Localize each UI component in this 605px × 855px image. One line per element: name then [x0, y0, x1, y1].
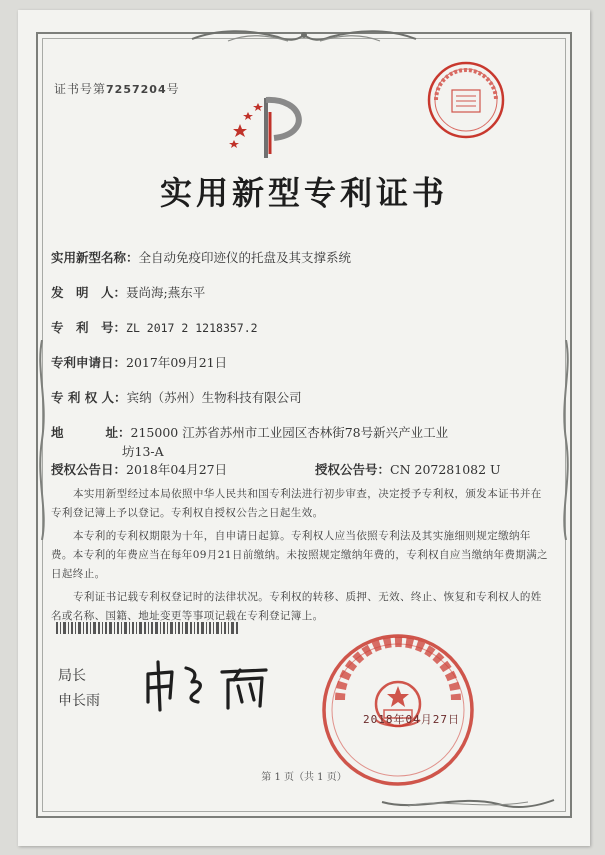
inventor-row — [51, 283, 205, 301]
application-date-value: 2017年09月21日 — [126, 355, 228, 370]
utility-model-name-row — [51, 248, 351, 266]
patent-office-logo-icon — [224, 90, 316, 162]
certificate-number-value: 7257204 — [106, 83, 167, 96]
patentee-label: 专 利 权 人： — [51, 390, 127, 405]
patent-number-label: 专 利 号： — [51, 320, 127, 335]
utility-model-name-label: 实用新型名称： — [51, 250, 139, 265]
application-date-row — [51, 353, 227, 371]
grant-date-row — [51, 460, 227, 478]
address-value-line2: 坊13-A — [122, 444, 164, 459]
national-emblem-seal-icon — [318, 630, 478, 790]
seal-date-stamp: 2018年04月27日 — [363, 713, 460, 726]
address-label-2: 址： — [105, 425, 131, 440]
grant-number-value: CN 207281082 U — [390, 462, 501, 477]
utility-model-name-value: 全自动免疫印迹仪的托盘及其支撑系统 — [138, 250, 352, 265]
grant-date-label: 授权公告日： — [51, 462, 127, 477]
certificate-title: 实用新型专利证书 — [159, 174, 448, 212]
address-label-1: 地 — [51, 425, 64, 440]
certificate-sheet — [18, 10, 590, 846]
inventor-value: 聂尚海;燕东平 — [126, 285, 206, 300]
body-paragraph-2: 本专利的专利权期限为十年，自申请日起算。专利权人应当依照专利法及其实施细则规定缴纳年费。本专利的年费应当在每年09月21日前缴纳。未按照规定缴纳年费的，专利权自应当缴纳年费期满之日起终止。 — [51, 530, 549, 580]
body-paragraph-3: 专利证书记载专利权登记时的法律状况。专利权的转移、质押、无效、终止、恢复和专利权人的姓名或名称、国籍、地址变更等事项记载在专利登记簿上。 — [51, 591, 542, 622]
bottom-ornament-icon — [378, 792, 558, 814]
grant-date-value: 2018年04月27日 — [126, 462, 228, 477]
certificate-number — [54, 80, 180, 97]
body-paragraph-1: 本实用新型经过本局依照中华人民共和国专利法进行初步审查，决定授予专利权，颁发本证书并在专利登记簿上予以登记。专利权自授权公告之日起生效。 — [51, 488, 542, 519]
application-date-label: 专利申请日： — [51, 355, 127, 370]
inventor-label: 发 明 人： — [51, 285, 127, 300]
top-ornament-icon — [188, 27, 420, 47]
handwritten-signature-icon — [138, 658, 288, 714]
corner-seal-icon — [426, 60, 506, 140]
page-number: 第 1 页（共 1 页） — [261, 772, 347, 783]
grant-number-label: 授权公告号： — [315, 462, 391, 477]
patentee-row — [51, 388, 302, 406]
grant-number-row — [315, 460, 501, 478]
director-name-label: 申长雨 — [58, 693, 100, 709]
address-value-line1: 215000 江苏省苏州市工业园区杏林街78号新兴产业工业 — [130, 425, 449, 440]
barcode-icon — [56, 622, 238, 634]
certificate-number-suffix: 号 — [166, 82, 180, 96]
patentee-value: 宾纳（苏州）生物科技有限公司 — [126, 390, 302, 405]
address-row — [51, 423, 448, 441]
right-ornament-icon — [558, 340, 574, 540]
patent-number-row — [51, 318, 258, 336]
director-title-label: 局长 — [58, 668, 86, 684]
certificate-number-label: 证书号第 — [54, 82, 107, 96]
patent-number-value: ZL 2017 2 1218357.2 — [126, 321, 258, 335]
left-ornament-icon — [34, 340, 50, 540]
